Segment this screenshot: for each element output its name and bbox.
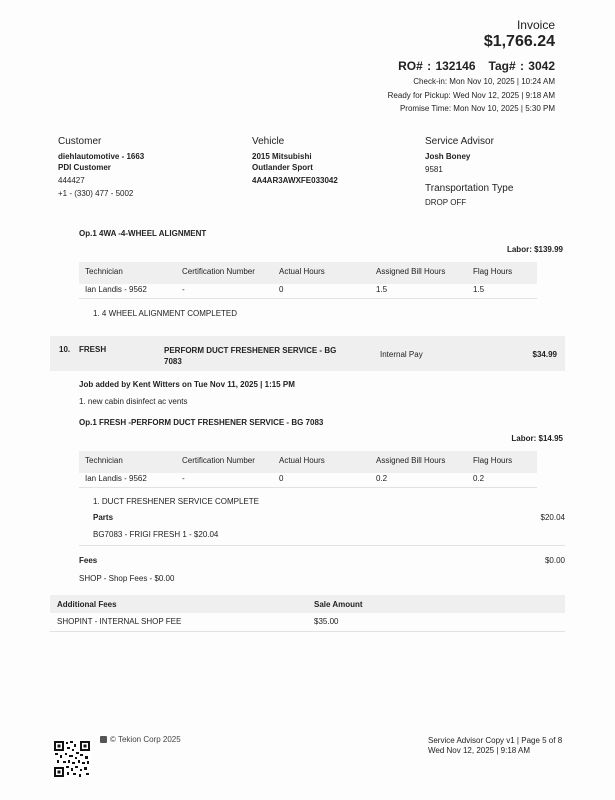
copy-info: Service Advisor Copy v1 | Page 5 of 8 [428, 736, 563, 745]
job10-code: FRESH [79, 345, 107, 354]
job10-amount: $34.99 [532, 350, 557, 359]
job10-row-divider [79, 487, 537, 488]
job10-col-technician: Technician [85, 456, 123, 465]
vehicle-vin: 4A4AR3AWXFE033042 [252, 176, 338, 185]
sale-amount-heading: Sale Amount [314, 600, 363, 609]
job10-col-actual-hours: Actual Hours [279, 456, 325, 465]
transport-type: DROP OFF [425, 198, 467, 207]
job10-op-title: Op.1 FRESH -PERFORM DUCT FRESHENER SERVICE - BG 7083 [79, 418, 324, 427]
job10-col-assigned-bill-hours: Assigned Bill Hours [376, 456, 446, 465]
tekion-logo-icon [100, 736, 107, 743]
op1-technician: Ian Landis - 9562 [85, 285, 147, 294]
op1-labor: Labor: $139.99 [506, 245, 563, 254]
fees-total: $0.00 [544, 556, 565, 565]
customer-phone: +1 - (330) 477 - 5002 [58, 189, 134, 198]
op1-col-flag-hours: Flag Hours [473, 267, 513, 276]
ro-tag-line [398, 59, 555, 73]
checkin-time: Check-in: Mon Nov 10, 2025 | 10:24 AM [413, 77, 555, 86]
customer-number: 444427 [58, 176, 85, 185]
parts-label: Parts [93, 513, 114, 522]
part-line: BG7083 - FRIGI FRESH 1 - $20.04 [93, 530, 219, 539]
promise-time: Promise Time: Mon Nov 10, 2025 | 5:30 PM [399, 104, 555, 113]
op1-certification: - [182, 285, 185, 294]
op1-col-technician: Technician [85, 267, 123, 276]
job10-actual-hours: 0 [279, 474, 284, 483]
job10-number: 10. [59, 345, 71, 354]
copyright: © Tekion Corp 2025 [110, 735, 181, 744]
job10-technician: Ian Landis - 9562 [85, 474, 147, 483]
advisor-name: Josh Boney [425, 152, 471, 161]
vehicle-year-make: 2015 Mitsubishi [252, 152, 312, 161]
vehicle-heading: Vehicle [252, 136, 285, 147]
fee-line: SHOP - Shop Fees - $0.00 [79, 574, 175, 583]
invoice-total: $1,766.24 [483, 33, 555, 50]
op1-actual-hours: 0 [279, 285, 284, 294]
advisor-heading: Service Advisor [425, 136, 494, 147]
job10-certification: - [182, 474, 185, 483]
additional-fee-item: SHOPINT - INTERNAL SHOP FEE [57, 617, 182, 626]
ready-for-pickup-time: Ready for Pickup: Wed Nov 12, 2025 | 9:18 AM [387, 91, 555, 100]
op1-col-assigned-bill-hours: Assigned Bill Hours [376, 267, 446, 276]
additional-fees-heading: Additional Fees [57, 600, 117, 609]
additional-fees-header-band [50, 595, 565, 613]
tag-number: Tag# : 3042 [488, 59, 555, 73]
vehicle-model: Outlander Sport [252, 163, 313, 172]
job10-note: 1. DUCT FRESHENER SERVICE COMPLETE [93, 497, 259, 506]
advisor-section [425, 136, 513, 208]
job10-pay-type: Internal Pay [380, 350, 423, 359]
customer-section [58, 136, 144, 199]
printed-timestamp: Wed Nov 12, 2025 | 9:18 AM [428, 746, 530, 755]
qr-code [53, 740, 91, 778]
op1-note: 1. 4 WHEEL ALIGNMENT COMPLETED [93, 309, 238, 318]
job10-added-by: Job added by Kent Witters on Tue Nov 11, 2025 | 1:15 PM [79, 380, 295, 389]
customer-type: PDI Customer [58, 163, 111, 172]
job10-assigned-bill-hours: 0.2 [376, 474, 388, 483]
document-type: Invoice [516, 18, 555, 32]
ro-number: RO# : 132146 [398, 59, 476, 73]
parts-total: $20.04 [540, 513, 565, 522]
op1-flag-hours: 1.5 [473, 285, 485, 294]
additional-fee-amount: $35.00 [314, 617, 339, 626]
op1-col-actual-hours: Actual Hours [279, 267, 325, 276]
additional-fees-divider [50, 631, 565, 632]
parts-divider [79, 545, 565, 546]
job10-col-certification: Certification Number [182, 456, 255, 465]
vehicle-section [252, 136, 338, 186]
op1-row-divider [79, 298, 537, 299]
op1-title: Op.1 4WA -4-WHEEL ALIGNMENT [79, 229, 207, 238]
job10-concern: 1. new cabin disinfect ac vents [79, 397, 188, 406]
op1-col-certification: Certification Number [182, 267, 255, 276]
job10-col-flag-hours: Flag Hours [473, 456, 513, 465]
customer-name: diehlautomotive - 1663 [58, 152, 145, 161]
customer-heading: Customer [58, 136, 102, 147]
job10-description: PERFORM DUCT FRESHENER SERVICE - BG 7083 [164, 346, 337, 366]
transport-heading: Transportation Type [425, 183, 514, 194]
job10-labor: Labor: $14.95 [511, 434, 563, 443]
job10-flag-hours: 0.2 [473, 474, 485, 483]
op1-assigned-bill-hours: 1.5 [376, 285, 388, 294]
fees-label: Fees [79, 556, 98, 565]
advisor-number: 9581 [425, 165, 443, 174]
